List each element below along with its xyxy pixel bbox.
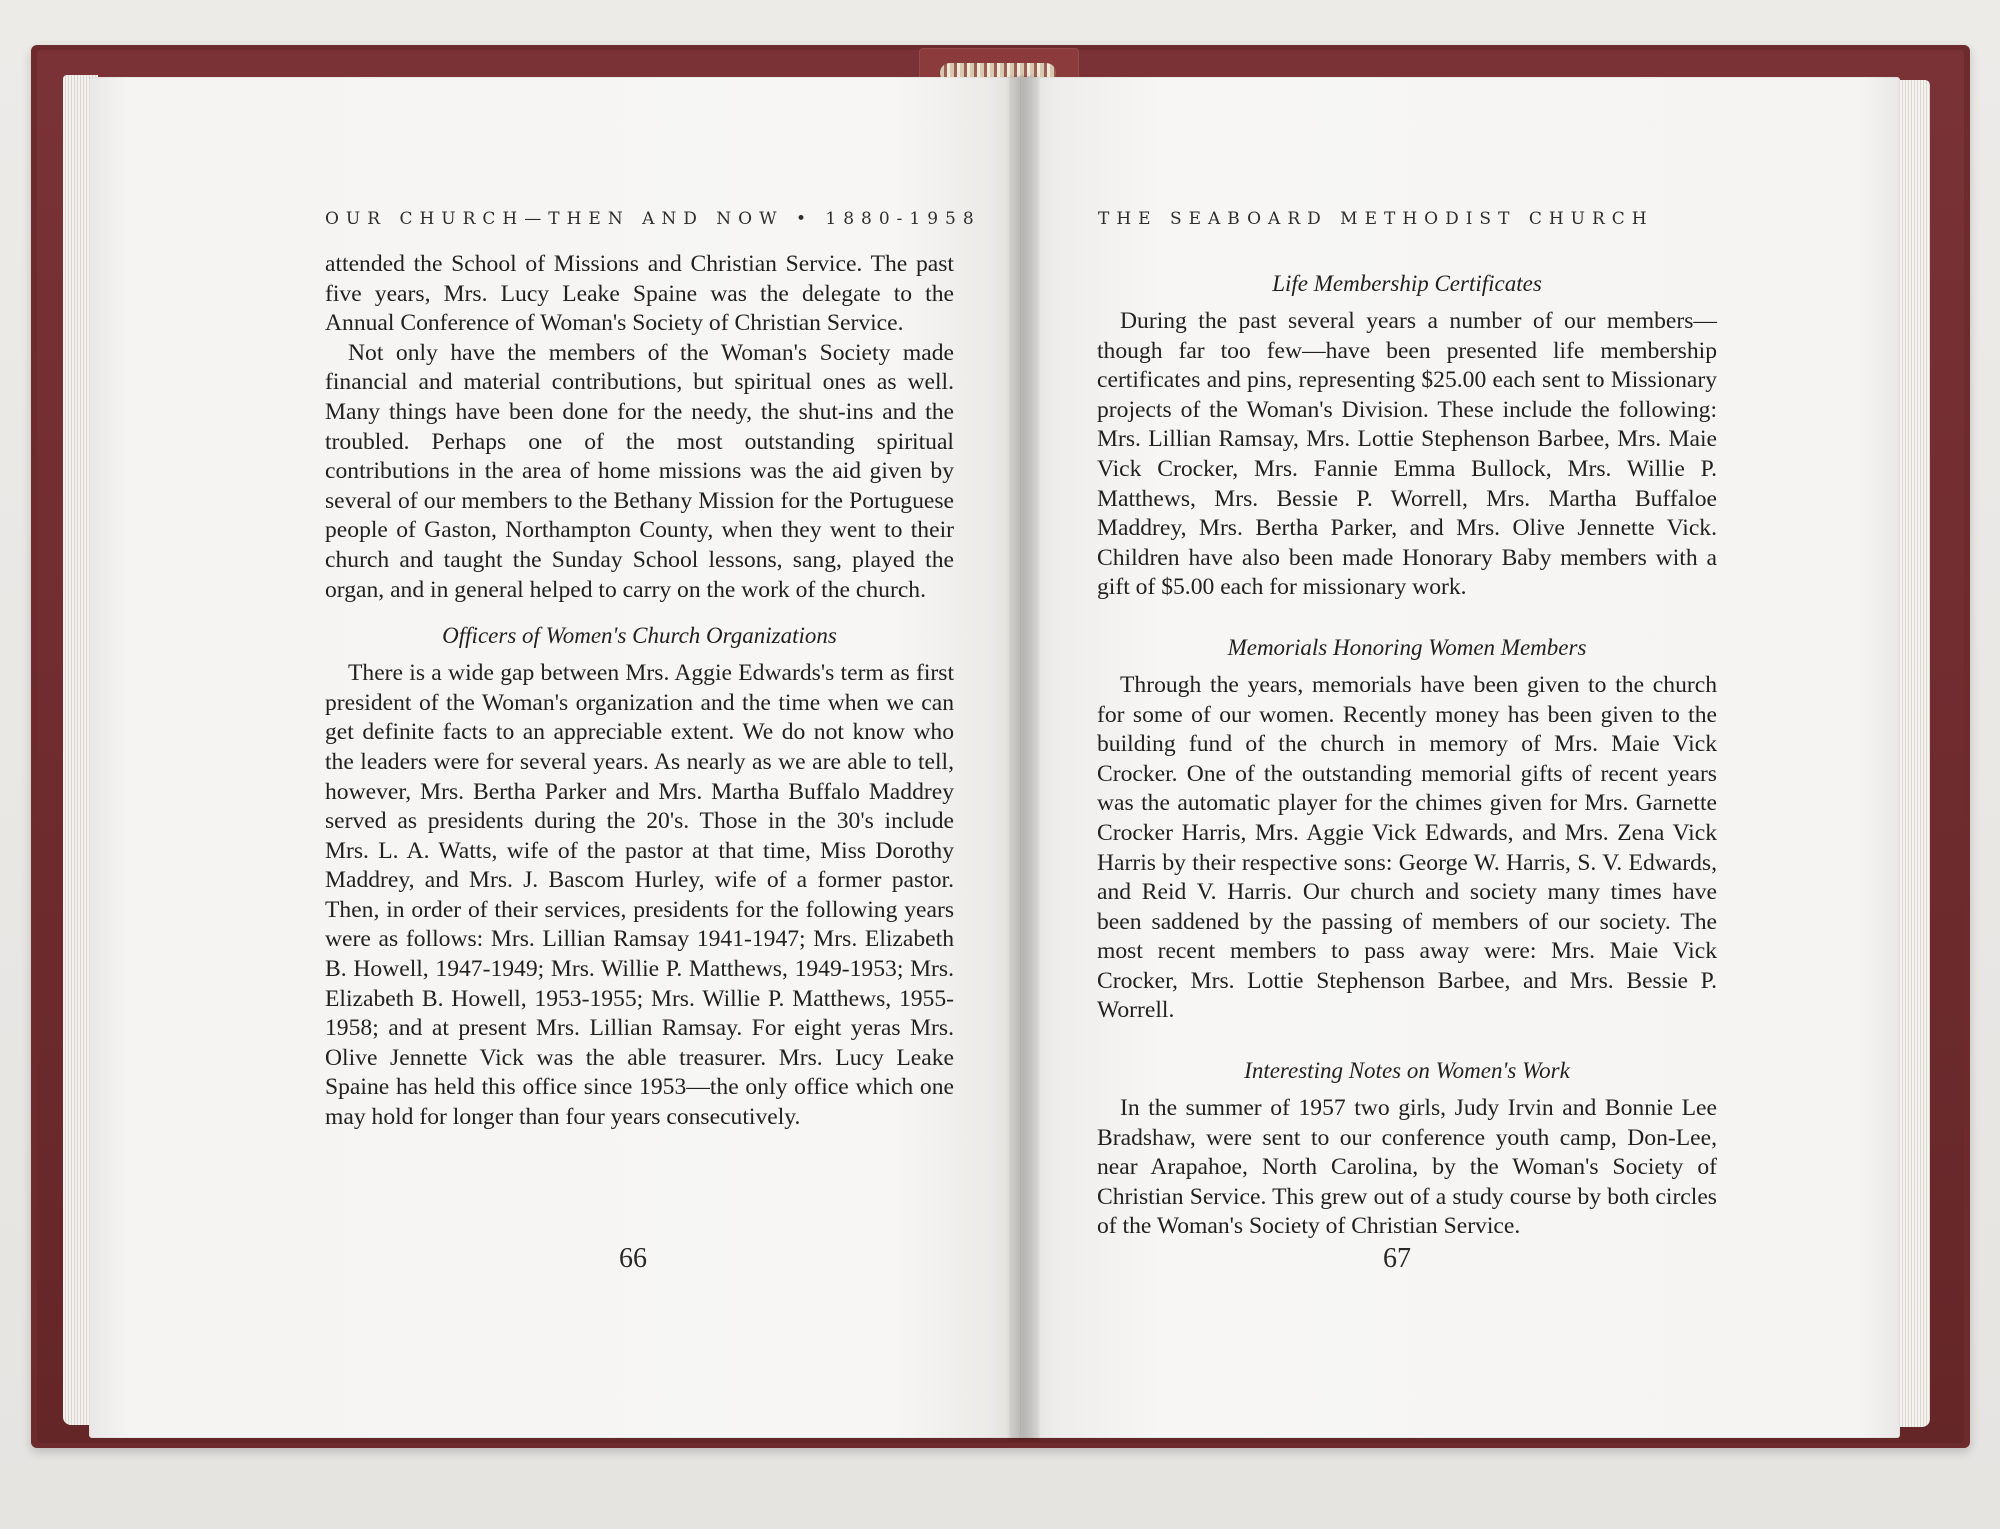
left-page-number: 66 xyxy=(619,1243,647,1274)
left-page-text xyxy=(325,250,954,1133)
right-section-paragraph-1: During the past several years a number of our members—though far too few—have been presented life membership certificates and pins, representing $25.00 each sent to Missionary projects of the Woman's Division. These include the following: Mrs. Lillian Ramsay, Mrs. Lottie Stephenson Barbee, Mrs. Maie Vick Crocker, Mrs. Fannie Emma Bullock, Mrs. Willie P. Matthews, Mrs. Bessie P. Worrell, Mrs. Martha Buffaloe Maddrey, Mrs. Bertha Parker, and Mrs. Olive Jennette Vick. Children have also been made Honorary Baby members with a gift of $5.00 each for missionary work. xyxy=(1097,308,1717,601)
left-section-title: Officers of Women's Church Organizations xyxy=(442,623,837,649)
right-edge-shade xyxy=(1860,77,1900,1438)
left-running-header: OUR CHURCH—THEN AND NOW • 1880-1958 xyxy=(325,209,981,229)
right-section-spacer-2 xyxy=(1097,1026,1717,1040)
left-section-paragraph: There is a wide gap between Mrs. Aggie Edwards's term as first president of the Woman's organization and the time when we can get definite facts to an appreciable extent. We do not know who the leaders were for several years. As nearly as we are able to tell, however, Mrs. Bertha Parker and Mrs. Martha Buffalo Maddrey served as presidents during the 20's. Those in the 30's include Mrs. L. A. Watts, wife of the pastor at that time, Miss Dorothy Maddrey, and Mrs. J. Bascom Hurley, wife of a former pastor. Then, in order of their services, presidents for the following years were as follows: Mrs. Lillian Ramsay 1941-1947; Mrs. Elizabeth B. Howell, 1947-1949; Mrs. Willie P. Matthews, 1949-1953; Mrs. Elizabeth B. Howell, 1953-1955; Mrs. Willie P. Matthews, 1955-1958; and at present Mrs. Lillian Ramsay. For eight yeras Mrs. Olive Jennette Vick was the able treasurer. Mrs. Lucy Leake Spaine has held this office since 1953—the only office which one may hold for longer than four years consecutively. xyxy=(325,660,954,1131)
right-page-text xyxy=(1097,253,1717,1242)
gutter-shadow xyxy=(1009,76,1039,1440)
right-section-paragraph-3: In the summer of 1957 two girls, Judy Irvin and Bonnie Lee Bradshaw, were sent to our conference youth camp, Don-Lee, near Arapahoe, North Carolina, by the Woman's Society of Christian Service. This grew out of a study course by both circles of the Woman's Society of Christian Service. xyxy=(1097,1095,1717,1240)
right-section-spacer-1 xyxy=(1097,603,1717,617)
right-section-title-2: Memorials Honoring Women Members xyxy=(1227,634,1587,660)
right-page-number: 67 xyxy=(1383,1243,1411,1274)
right-section-title-3: Interesting Notes on Women's Work xyxy=(1244,1058,1570,1084)
left-edge-shade xyxy=(89,77,129,1438)
left-paragraph-2: Not only have the members of the Woman's Society made financial and material contributions, but spiritual ones as well. Many things have been done for the needy, the shut-ins and the troubled. Perhaps one of the most outstanding spiritual contributions in the area of home missions was the aid given by several of our members to the Bethany Mission for the Portuguese people of Gaston, Northampton County, when they went to their church and taught the Sunday School lessons, sang, played the organ, and in general helped to carry on the work of the church. xyxy=(325,339,954,603)
right-section-paragraph-2: Through the years, memorials have been given to the church for some of our women. Recently money has been given to the building fund of the church in memory of Mrs. Maie Vick Crocker. One of the outstanding memorial gifts of recent years was the automatic player for the chimes given for Mrs. Garnette Crocker Harris, Mrs. Aggie Vick Edwards, and Mrs. Zena Vick Harris by their respective sons: George W. Harris, S. V. Edwards, and Reid V. Harris. Our church and society many times have been saddened by the passing of members of our society. The most recent members to pass away were: Mrs. Maie Vick Crocker, Mrs. Lottie Stephenson Barbee, and Mrs. Bessie P. Worrell. xyxy=(1097,671,1717,1024)
right-section-title-1: Life Membership Certificates xyxy=(1272,271,1542,296)
right-running-header: THE SEABOARD METHODIST CHURCH xyxy=(1098,209,1654,229)
left-paragraph-1: attended the School of Missions and Christian Service. The past five years, Mrs. Lucy Leake Spaine was the delegate to the Annual Conference of Woman's Society of Christian Service. xyxy=(325,251,954,337)
